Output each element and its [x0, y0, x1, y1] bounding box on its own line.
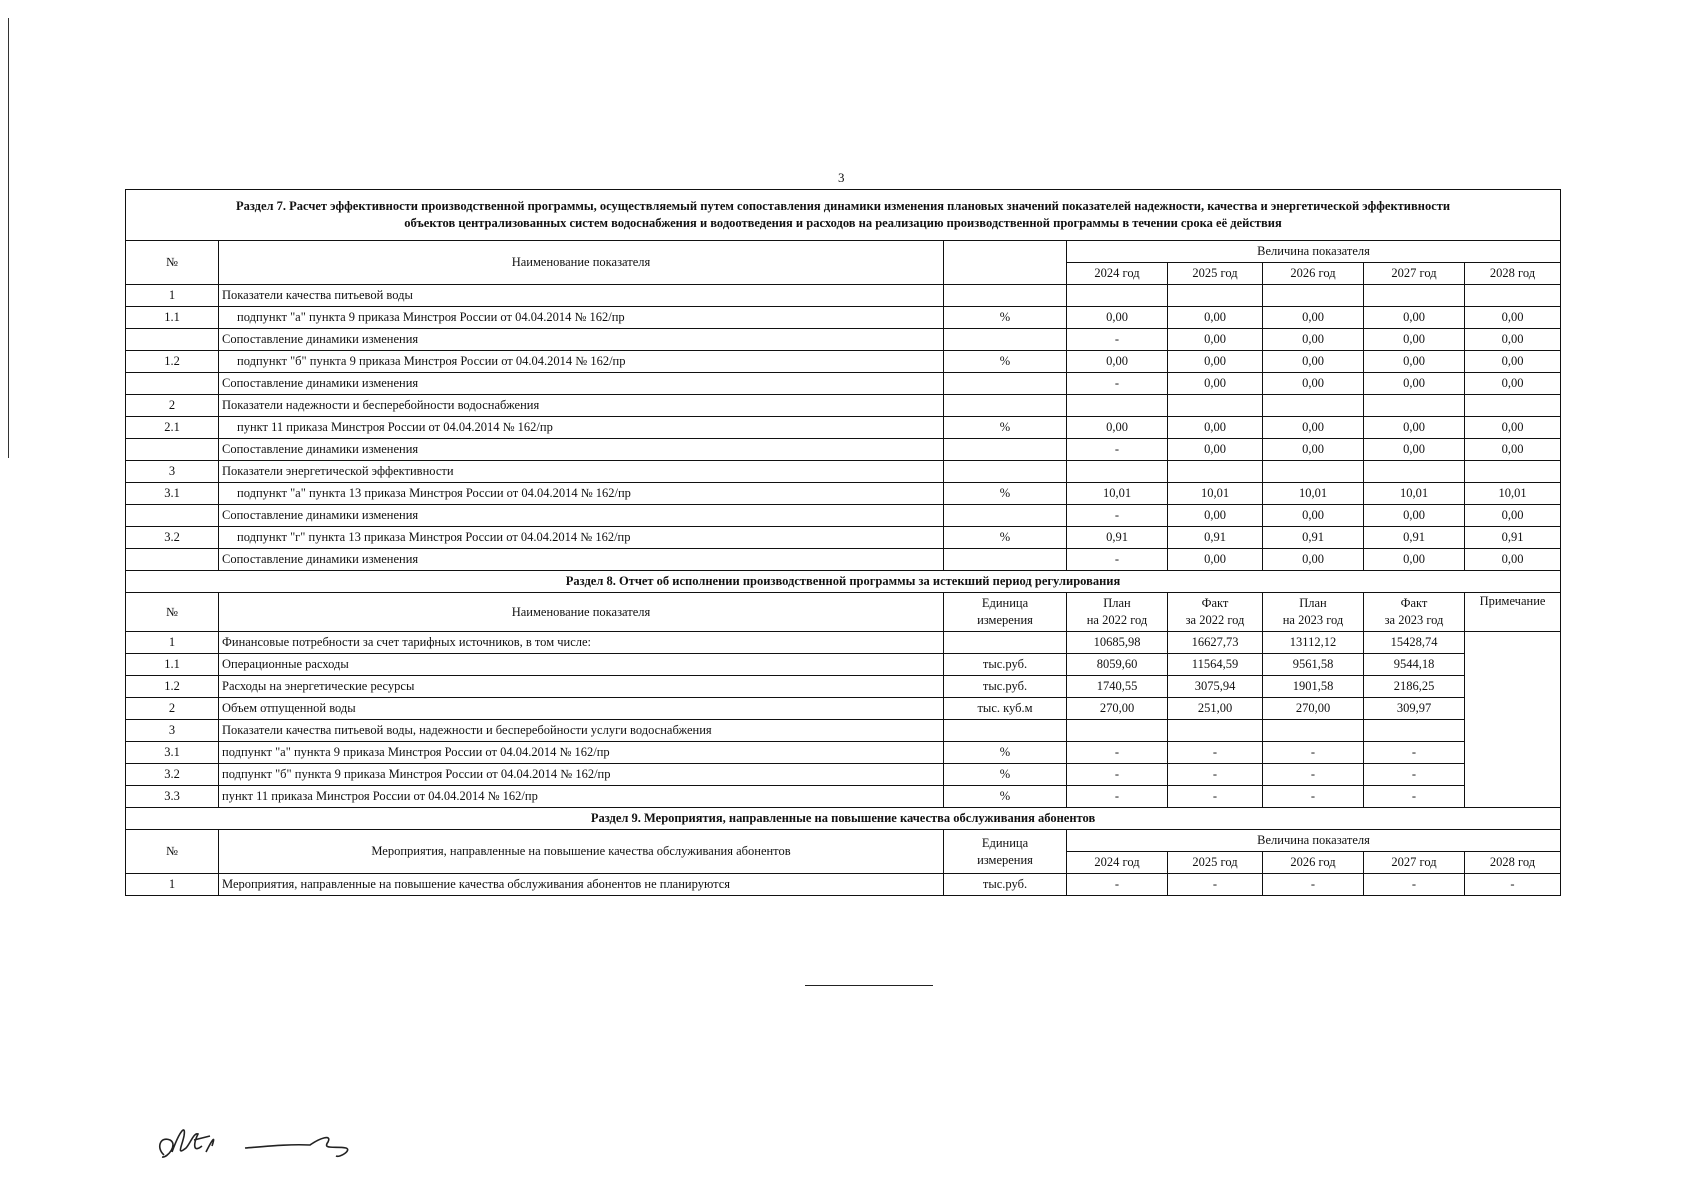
- row-value: 3075,94: [1168, 676, 1263, 698]
- table-row: [126, 285, 1561, 307]
- row-value: 270,00: [1067, 698, 1168, 720]
- row-value: 0,00: [1168, 329, 1263, 351]
- row-name: Показатели качества питьевой воды, надежности и бесперебойности услуги водоснабжения: [219, 720, 944, 742]
- row-value: [1067, 720, 1168, 742]
- col-header-period: [1067, 593, 1168, 632]
- col-header-year: 2027 год: [1364, 263, 1465, 285]
- section7-title: [126, 190, 1561, 241]
- period-line2: на 2023 год: [1282, 613, 1344, 627]
- row-value: -: [1263, 742, 1364, 764]
- table-row: [126, 549, 1561, 571]
- row-name: Сопоставление динамики изменения: [219, 373, 944, 395]
- row-value: 0,00: [1465, 505, 1561, 527]
- col-header-year: 2024 год: [1067, 263, 1168, 285]
- page-number: 3: [838, 170, 845, 185]
- table-row: [126, 461, 1561, 483]
- row-num: 1: [126, 874, 219, 896]
- document-frame: [125, 189, 1560, 896]
- row-unit: %: [944, 742, 1067, 764]
- row-num: [126, 329, 219, 351]
- row-name: подпункт "г" пункта 13 приказа Минстроя России от 04.04.2014 № 162/пр: [219, 527, 944, 549]
- row-unit: [944, 439, 1067, 461]
- row-name: Показатели качества питьевой воды: [219, 285, 944, 307]
- table-row: [126, 654, 1561, 676]
- row-num: 3.2: [126, 764, 219, 786]
- row-value: 0,00: [1364, 549, 1465, 571]
- row-unit: [944, 285, 1067, 307]
- row-value: 0,00: [1364, 417, 1465, 439]
- row-value: 0,00: [1168, 505, 1263, 527]
- row-value: -: [1067, 786, 1168, 808]
- row-value: [1364, 720, 1465, 742]
- table-row: [126, 505, 1561, 527]
- period-line2: за 2023 год: [1384, 613, 1444, 627]
- row-value: 13112,12: [1263, 632, 1364, 654]
- row-value: -: [1168, 786, 1263, 808]
- row-value: [1263, 461, 1364, 483]
- table-row: [126, 351, 1561, 373]
- row-unit: тыс.руб.: [944, 676, 1067, 698]
- row-unit: %: [944, 483, 1067, 505]
- table-row: [126, 632, 1561, 654]
- table-row: [126, 329, 1561, 351]
- col-header-period: [1263, 593, 1364, 632]
- section8-title-row: [126, 571, 1561, 593]
- row-num: 3.1: [126, 483, 219, 505]
- row-num: 1.2: [126, 676, 219, 698]
- row-value: [1263, 285, 1364, 307]
- row-value: 0,00: [1364, 307, 1465, 329]
- col-header-name: Мероприятия, направленные на повышение качества обслуживания абонентов: [219, 830, 944, 874]
- row-num: 1.1: [126, 654, 219, 676]
- unit-line1: Единица: [981, 596, 1029, 610]
- row-value: [1067, 461, 1168, 483]
- row-name: Расходы на энергетические ресурсы: [219, 676, 944, 698]
- row-value: 0,00: [1465, 417, 1561, 439]
- row-value: [1168, 285, 1263, 307]
- row-unit: [944, 505, 1067, 527]
- row-value: 10,01: [1465, 483, 1561, 505]
- row-num: 3.2: [126, 527, 219, 549]
- row-value: 0,00: [1168, 417, 1263, 439]
- row-unit: %: [944, 307, 1067, 329]
- col-header-num: №: [126, 830, 219, 874]
- col-header-unit: [944, 593, 1067, 632]
- row-value: -: [1067, 439, 1168, 461]
- col-header-unit: [944, 830, 1067, 874]
- row-value: 10685,98: [1067, 632, 1168, 654]
- row-value: 16627,73: [1168, 632, 1263, 654]
- row-value: 0,00: [1263, 505, 1364, 527]
- row-value: 0,00: [1465, 351, 1561, 373]
- row-name: Финансовые потребности за счет тарифных источников, в том числе:: [219, 632, 944, 654]
- row-value: -: [1067, 373, 1168, 395]
- row-value: 0,00: [1364, 351, 1465, 373]
- row-value: [1465, 461, 1561, 483]
- row-value: 0,00: [1263, 549, 1364, 571]
- row-value: 0,91: [1364, 527, 1465, 549]
- row-num: 3.3: [126, 786, 219, 808]
- row-value: 0,00: [1465, 373, 1561, 395]
- table-row: [126, 676, 1561, 698]
- row-unit: [944, 395, 1067, 417]
- row-value: 0,00: [1465, 549, 1561, 571]
- col-header-magnitude: Величина показателя: [1067, 830, 1561, 852]
- row-value: -: [1067, 874, 1168, 896]
- row-value: -: [1364, 786, 1465, 808]
- row-name: Показатели надежности и бесперебойности водоснабжения: [219, 395, 944, 417]
- col-header-year: 2028 год: [1465, 263, 1561, 285]
- row-value: 0,00: [1067, 351, 1168, 373]
- row-num: [126, 439, 219, 461]
- col-header-year: 2026 год: [1263, 263, 1364, 285]
- row-value: -: [1067, 549, 1168, 571]
- col-header-year: 2028 год: [1465, 852, 1561, 874]
- row-value: 0,00: [1364, 439, 1465, 461]
- row-num: 1.1: [126, 307, 219, 329]
- section8-header-row: [126, 593, 1561, 632]
- row-name: Показатели энергетической эффективности: [219, 461, 944, 483]
- row-value: 0,00: [1168, 307, 1263, 329]
- table-row: [126, 373, 1561, 395]
- section9-title: Раздел 9. Мероприятия, направленные на повышение качества обслуживания абонентов: [126, 808, 1561, 830]
- row-value: -: [1067, 764, 1168, 786]
- table-row: [126, 742, 1561, 764]
- row-value: 0,00: [1465, 329, 1561, 351]
- row-unit: %: [944, 527, 1067, 549]
- col-header-period: [1168, 593, 1263, 632]
- row-value: -: [1364, 764, 1465, 786]
- row-name: пункт 11 приказа Минстроя России от 04.04.2014 № 162/пр: [219, 786, 944, 808]
- row-num: 1: [126, 632, 219, 654]
- row-name: подпункт "а" пункта 9 приказа Минстроя России от 04.04.2014 № 162/пр: [219, 742, 944, 764]
- row-value: 8059,60: [1067, 654, 1168, 676]
- row-value: [1465, 395, 1561, 417]
- row-name: Сопоставление динамики изменения: [219, 505, 944, 527]
- row-value: -: [1067, 329, 1168, 351]
- col-header-num: №: [126, 593, 219, 632]
- row-num: 3: [126, 461, 219, 483]
- row-value: 0,00: [1168, 373, 1263, 395]
- col-header-name: Наименование показателя: [219, 593, 944, 632]
- unit-line2: измерения: [977, 852, 1033, 867]
- row-name: Сопоставление динамики изменения: [219, 439, 944, 461]
- row-value: [1263, 720, 1364, 742]
- row-value: 2186,25: [1364, 676, 1465, 698]
- row-value: [1364, 285, 1465, 307]
- row-value: 0,00: [1168, 549, 1263, 571]
- row-value: 0,00: [1263, 307, 1364, 329]
- col-header-unit: [944, 241, 1067, 285]
- row-unit: [944, 461, 1067, 483]
- unit-line1: Единица: [981, 835, 1029, 850]
- footer-rule: [805, 985, 933, 986]
- col-header-magnitude: Величина показателя: [1067, 241, 1561, 263]
- row-name: Объем отпущенной воды: [219, 698, 944, 720]
- row-value: 0,00: [1364, 505, 1465, 527]
- row-value: 11564,59: [1168, 654, 1263, 676]
- row-value: 0,00: [1364, 373, 1465, 395]
- row-value: 0,91: [1067, 527, 1168, 549]
- row-unit: %: [944, 417, 1067, 439]
- row-num: 2.1: [126, 417, 219, 439]
- row-value: 0,00: [1168, 351, 1263, 373]
- row-unit: тыс.руб.: [944, 654, 1067, 676]
- row-value: -: [1263, 786, 1364, 808]
- period-line1: Факт: [1201, 596, 1229, 610]
- row-num: [126, 505, 219, 527]
- row-name: пункт 11 приказа Минстроя России от 04.04.2014 № 162/пр: [219, 417, 944, 439]
- section7-title-line2: объектов централизованных систем водоснабжения и водоотведения и расходов на реализацию производственной программы в течении срока её действия: [404, 216, 1282, 230]
- row-value: 270,00: [1263, 698, 1364, 720]
- period-line1: План: [1103, 596, 1131, 610]
- period-line1: План: [1299, 596, 1327, 610]
- section9-header-row1: [126, 830, 1561, 852]
- row-num: 2: [126, 698, 219, 720]
- row-value: [1465, 285, 1561, 307]
- row-num: [126, 373, 219, 395]
- row-value: 0,00: [1168, 439, 1263, 461]
- col-header-year: 2024 год: [1067, 852, 1168, 874]
- row-value: [1067, 395, 1168, 417]
- row-num: 2: [126, 395, 219, 417]
- row-unit: [944, 632, 1067, 654]
- row-unit: [944, 329, 1067, 351]
- handwritten-signature: [150, 1110, 380, 1170]
- row-value: [1364, 395, 1465, 417]
- row-value: 0,91: [1263, 527, 1364, 549]
- section7-title-line1: Раздел 7. Расчет эффективности производственной программы, осуществляемый путем сопоставления динамики изменения плановых значений показателей надежности, качества и энергетической эффективности: [235, 199, 1451, 213]
- row-value: 0,00: [1263, 351, 1364, 373]
- row-value: 0,00: [1465, 439, 1561, 461]
- table-row: [126, 483, 1561, 505]
- row-value: [1168, 720, 1263, 742]
- row-value: 1901,58: [1263, 676, 1364, 698]
- row-unit: %: [944, 786, 1067, 808]
- section7-header-row1: [126, 241, 1561, 263]
- row-value: -: [1168, 742, 1263, 764]
- col-header-name: Наименование показателя: [219, 241, 944, 285]
- note-cell: [1465, 632, 1561, 808]
- row-value: 10,01: [1067, 483, 1168, 505]
- row-value: 0,00: [1263, 417, 1364, 439]
- row-value: 1740,55: [1067, 676, 1168, 698]
- row-name: Мероприятия, направленные на повышение качества обслуживания абонентов не планируются: [219, 874, 944, 896]
- row-unit: [944, 720, 1067, 742]
- row-num: 1.2: [126, 351, 219, 373]
- period-line1: Факт: [1400, 596, 1428, 610]
- row-value: 0,00: [1364, 329, 1465, 351]
- row-value: -: [1263, 874, 1364, 896]
- row-name: подпункт "б" пункта 9 приказа Минстроя России от 04.04.2014 № 162/пр: [219, 351, 944, 373]
- row-value: 251,00: [1168, 698, 1263, 720]
- row-unit: %: [944, 351, 1067, 373]
- row-unit: [944, 373, 1067, 395]
- report-table: [125, 189, 1561, 896]
- row-value: [1364, 461, 1465, 483]
- row-value: -: [1263, 764, 1364, 786]
- row-value: 10,01: [1168, 483, 1263, 505]
- row-value: 309,97: [1364, 698, 1465, 720]
- section8-title: Раздел 8. Отчет об исполнении производственной программы за истекший период регулирования: [126, 571, 1561, 593]
- period-line2: за 2022 год: [1185, 613, 1245, 627]
- row-unit: тыс. куб.м: [944, 698, 1067, 720]
- row-value: 15428,74: [1364, 632, 1465, 654]
- row-value: -: [1168, 764, 1263, 786]
- row-value: 0,00: [1465, 307, 1561, 329]
- row-value: [1067, 285, 1168, 307]
- row-name: подпункт "а" пункта 13 приказа Минстроя России от 04.04.2014 № 162/пр: [219, 483, 944, 505]
- row-value: -: [1067, 742, 1168, 764]
- row-value: 0,00: [1263, 329, 1364, 351]
- row-unit: %: [944, 764, 1067, 786]
- row-value: 0,00: [1067, 417, 1168, 439]
- row-value: -: [1168, 874, 1263, 896]
- table-row: [126, 698, 1561, 720]
- row-name: подпункт "б" пункта 9 приказа Минстроя России от 04.04.2014 № 162/пр: [219, 764, 944, 786]
- table-row: [126, 307, 1561, 329]
- row-num: [126, 549, 219, 571]
- row-value: [1168, 461, 1263, 483]
- row-value: [1263, 395, 1364, 417]
- row-unit: [944, 549, 1067, 571]
- row-num: 1: [126, 285, 219, 307]
- table-row: [126, 764, 1561, 786]
- col-header-note: Примечание: [1465, 593, 1561, 632]
- col-header-num: №: [126, 241, 219, 285]
- row-value: -: [1465, 874, 1561, 896]
- row-value: 0,00: [1263, 439, 1364, 461]
- row-value: -: [1364, 874, 1465, 896]
- section9-title-row: [126, 808, 1561, 830]
- col-header-period: [1364, 593, 1465, 632]
- col-header-year: 2026 год: [1263, 852, 1364, 874]
- col-header-year: 2025 год: [1168, 852, 1263, 874]
- table-row: [126, 874, 1561, 896]
- period-line2: на 2022 год: [1086, 613, 1148, 627]
- row-num: 3.1: [126, 742, 219, 764]
- row-name: Операционные расходы: [219, 654, 944, 676]
- margin-line: [8, 18, 9, 458]
- row-unit: тыс.руб.: [944, 874, 1067, 896]
- unit-line2: измерения: [977, 613, 1033, 627]
- col-header-year: 2027 год: [1364, 852, 1465, 874]
- row-value: -: [1364, 742, 1465, 764]
- table-row: [126, 720, 1561, 742]
- table-row: [126, 439, 1561, 461]
- section7-title-row: [126, 190, 1561, 241]
- table-row: [126, 527, 1561, 549]
- row-value: 0,00: [1263, 373, 1364, 395]
- row-value: 0,00: [1067, 307, 1168, 329]
- table-row: [126, 417, 1561, 439]
- table-row: [126, 786, 1561, 808]
- row-value: 9561,58: [1263, 654, 1364, 676]
- row-value: 10,01: [1364, 483, 1465, 505]
- row-value: 10,01: [1263, 483, 1364, 505]
- row-name: Сопоставление динамики изменения: [219, 329, 944, 351]
- row-value: -: [1067, 505, 1168, 527]
- col-header-year: 2025 год: [1168, 263, 1263, 285]
- row-name: подпункт "а" пункта 9 приказа Минстроя России от 04.04.2014 № 162/пр: [219, 307, 944, 329]
- row-num: 3: [126, 720, 219, 742]
- row-value: 0,91: [1465, 527, 1561, 549]
- row-name: Сопоставление динамики изменения: [219, 549, 944, 571]
- row-value: [1168, 395, 1263, 417]
- row-value: 0,91: [1168, 527, 1263, 549]
- table-row: [126, 395, 1561, 417]
- row-value: 9544,18: [1364, 654, 1465, 676]
